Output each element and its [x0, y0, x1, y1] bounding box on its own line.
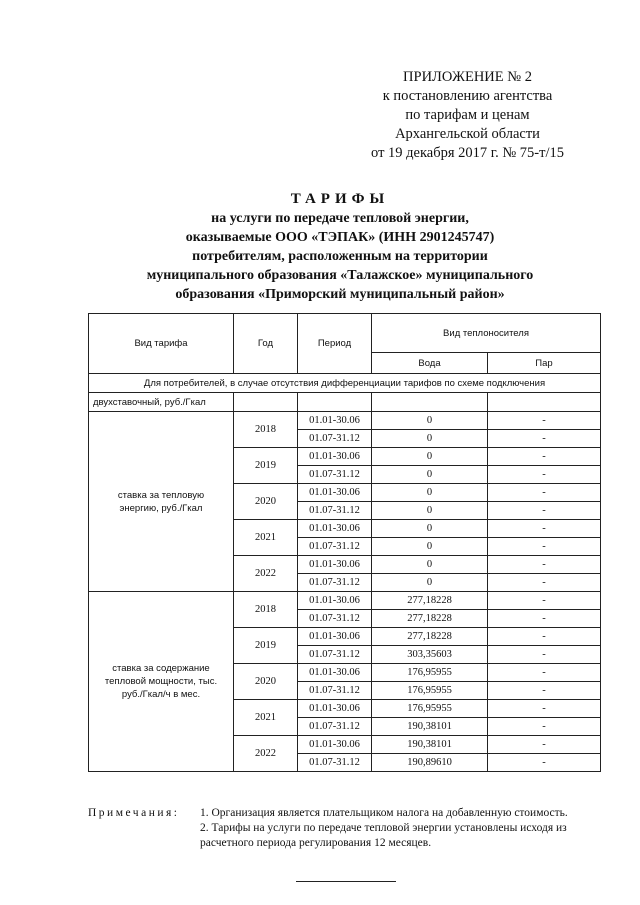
steam-value: - [488, 718, 601, 736]
year-cell: 2022 [234, 736, 298, 772]
period-cell: 01.01-30.06 [298, 556, 372, 574]
water-value: 303,35603 [372, 646, 488, 664]
year-cell: 2020 [234, 484, 298, 520]
group-label: ставка за тепловую энергию, руб./Гкал [89, 412, 234, 592]
steam-value: - [488, 412, 601, 430]
water-value: 176,95955 [372, 682, 488, 700]
notes-label: Примечания: [88, 807, 180, 819]
footer-rule [296, 881, 396, 882]
steam-value: - [488, 664, 601, 682]
period-cell: 01.01-30.06 [298, 520, 372, 538]
note-item: 2. Тарифы на услуги по передаче тепловой энергии установлены исходя из расчетного периода регулирования 12 месяцев. [200, 822, 567, 849]
water-value: 277,18228 [372, 592, 488, 610]
steam-value: - [488, 484, 601, 502]
water-value: 190,89610 [372, 754, 488, 772]
steam-value: - [488, 538, 601, 556]
two-part-label: двухставочный, руб./Гкал [89, 393, 234, 412]
empty-cell [234, 393, 298, 412]
header-period: Период [298, 314, 372, 374]
empty-cell [298, 393, 372, 412]
water-value: 190,38101 [372, 718, 488, 736]
period-cell: 01.01-30.06 [298, 664, 372, 682]
header-carrier: Вид теплоносителя [372, 314, 601, 353]
water-value: 0 [372, 520, 488, 538]
water-value: 190,38101 [372, 736, 488, 754]
year-cell: 2018 [234, 412, 298, 448]
appendix-line: Архангельской области [395, 126, 540, 142]
water-value: 176,95955 [372, 664, 488, 682]
year-cell: 2019 [234, 628, 298, 664]
water-value: 176,95955 [372, 700, 488, 718]
period-cell: 01.07-31.12 [298, 646, 372, 664]
period-cell: 01.07-31.12 [298, 610, 372, 628]
note-item: 1. Организация является плательщиком налога на добавленную стоимость. [200, 807, 568, 819]
steam-value: - [488, 502, 601, 520]
appendix-header [371, 68, 564, 163]
period-cell: 01.07-31.12 [298, 430, 372, 448]
period-cell: 01.07-31.12 [298, 466, 372, 484]
water-value: 0 [372, 430, 488, 448]
year-cell: 2020 [234, 664, 298, 700]
water-value: 277,18228 [372, 610, 488, 628]
water-value: 0 [372, 556, 488, 574]
steam-value: - [488, 646, 601, 664]
period-cell: 01.01-30.06 [298, 700, 372, 718]
appendix-line: от 19 декабря 2017 г. № 75-т/15 [371, 145, 564, 161]
steam-value: - [488, 430, 601, 448]
appendix-line: к постановлению агентства [382, 88, 553, 104]
period-cell: 01.07-31.12 [298, 574, 372, 592]
period-cell: 01.07-31.12 [298, 502, 372, 520]
table-row [89, 412, 601, 430]
header-tariff-type: Вид тарифа [89, 314, 234, 374]
header-year: Год [234, 314, 298, 374]
steam-value: - [488, 592, 601, 610]
steam-value: - [488, 736, 601, 754]
tariff-table-body [89, 314, 601, 772]
group-label: ставка за содержание тепловой мощности, тыс. руб./Гкал/ч в мес. [89, 592, 234, 772]
title-line: потребителям, расположенным на территории [192, 249, 488, 264]
header-steam: Пар [488, 353, 601, 374]
water-value: 0 [372, 502, 488, 520]
water-value: 0 [372, 538, 488, 556]
steam-value: - [488, 628, 601, 646]
title-line: оказываемые ООО «ТЭПАК» (ИНН 2901245747) [185, 230, 495, 245]
empty-cell [372, 393, 488, 412]
steam-value: - [488, 448, 601, 466]
year-cell: 2019 [234, 448, 298, 484]
period-cell: 01.01-30.06 [298, 448, 372, 466]
period-cell: 01.07-31.12 [298, 718, 372, 736]
title-line: на услуги по передаче тепловой энергии, [211, 211, 469, 226]
steam-value: - [488, 700, 601, 718]
water-value: 0 [372, 412, 488, 430]
steam-value: - [488, 610, 601, 628]
year-cell: 2022 [234, 556, 298, 592]
period-cell: 01.01-30.06 [298, 412, 372, 430]
period-cell: 01.01-30.06 [298, 484, 372, 502]
title-line: образования «Приморский муниципальный район» [175, 287, 505, 302]
document-title [90, 190, 590, 304]
water-value: 0 [372, 448, 488, 466]
period-cell: 01.01-30.06 [298, 592, 372, 610]
period-cell: 01.07-31.12 [298, 538, 372, 556]
steam-value: - [488, 466, 601, 484]
steam-value: - [488, 556, 601, 574]
title-heading: ТАРИФЫ [290, 191, 390, 207]
section-note: Для потребителей, в случае отсутствия дифференциации тарифов по схеме подключения [89, 374, 601, 393]
water-value: 277,18228 [372, 628, 488, 646]
period-cell: 01.01-30.06 [298, 736, 372, 754]
steam-value: - [488, 682, 601, 700]
year-cell: 2018 [234, 592, 298, 628]
appendix-line: по тарифам и ценам [405, 107, 530, 123]
period-cell: 01.07-31.12 [298, 682, 372, 700]
title-line: муниципального образования «Талажское» муниципального [146, 268, 534, 283]
water-value: 0 [372, 484, 488, 502]
tariff-table [88, 313, 601, 772]
period-cell: 01.07-31.12 [298, 754, 372, 772]
table-row [89, 592, 601, 610]
water-value: 0 [372, 466, 488, 484]
water-value: 0 [372, 574, 488, 592]
appendix-line: ПРИЛОЖЕНИЕ № 2 [403, 69, 532, 85]
year-cell: 2021 [234, 700, 298, 736]
steam-value: - [488, 754, 601, 772]
header-water: Вода [372, 353, 488, 374]
period-cell: 01.01-30.06 [298, 628, 372, 646]
year-cell: 2021 [234, 520, 298, 556]
steam-value: - [488, 520, 601, 538]
empty-cell [488, 393, 601, 412]
steam-value: - [488, 574, 601, 592]
